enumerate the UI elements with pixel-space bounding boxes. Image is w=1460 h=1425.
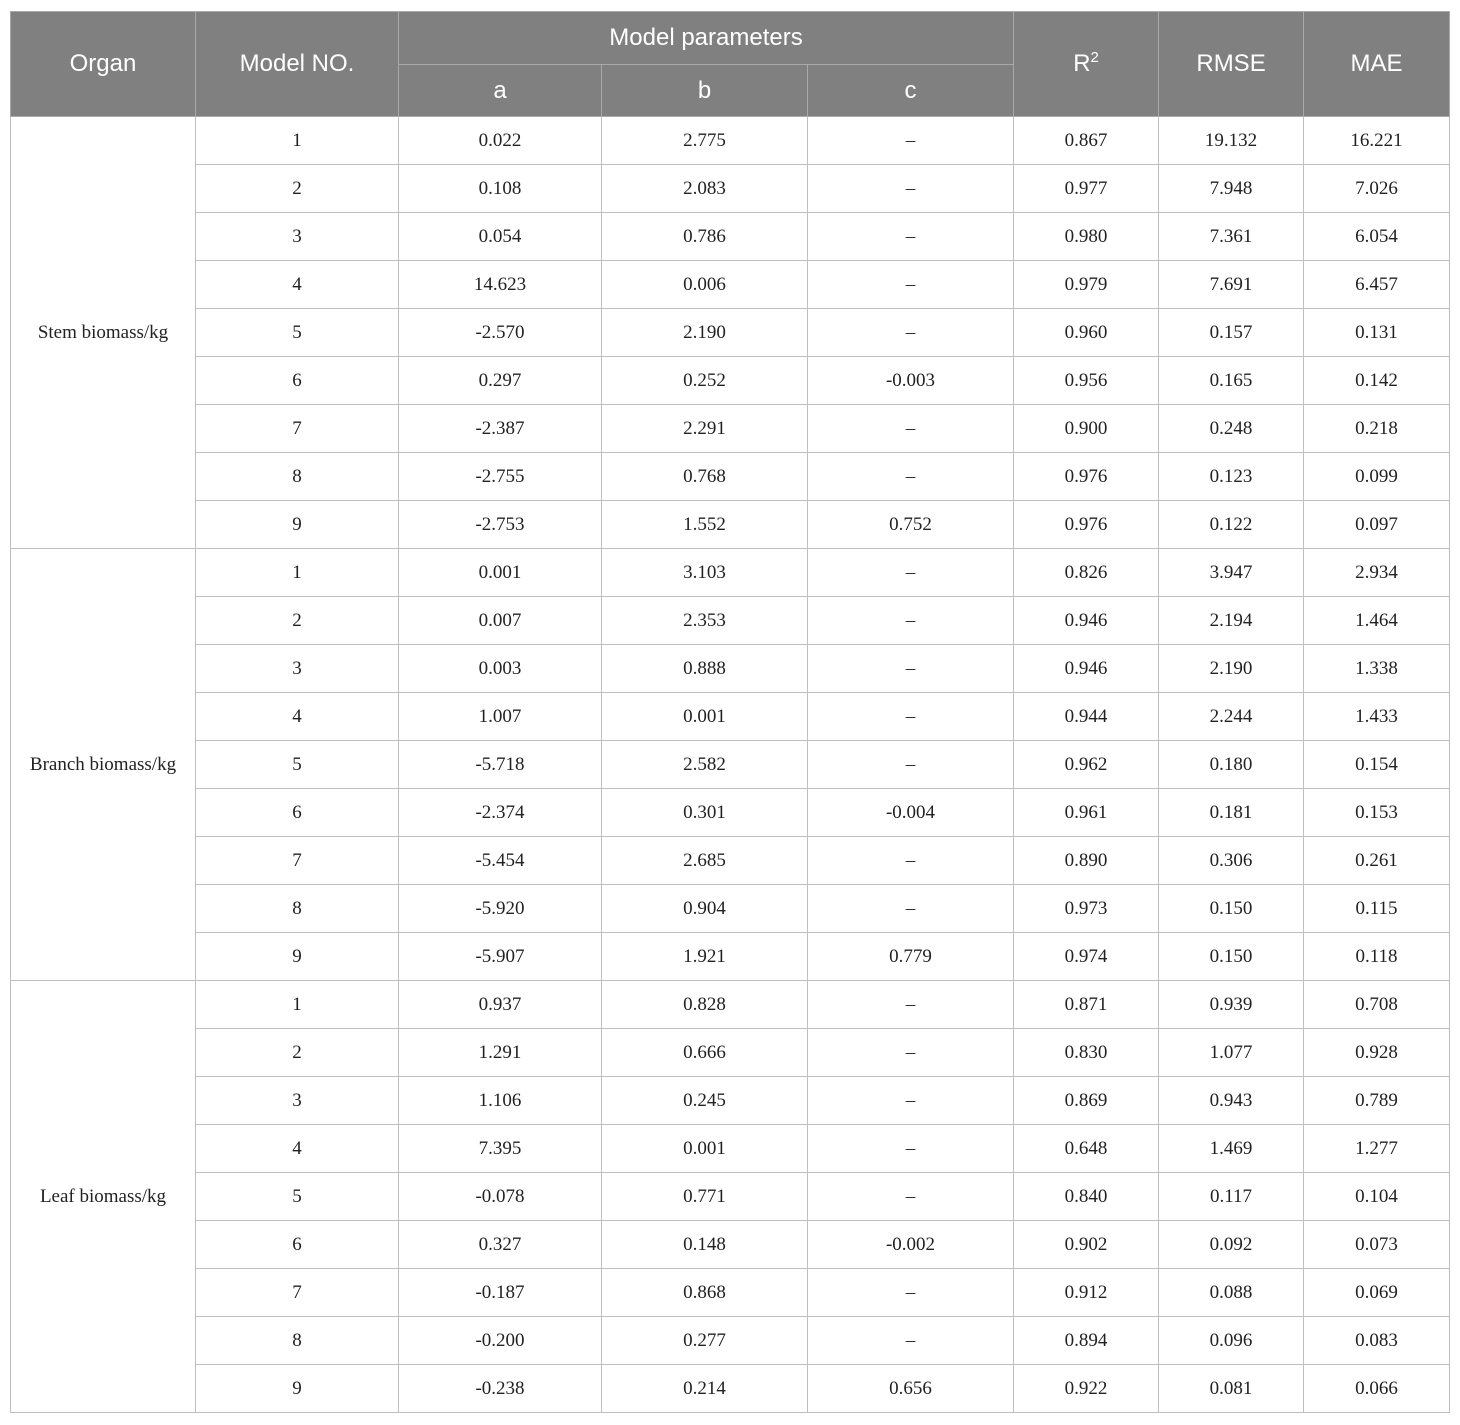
param-c-cell: – bbox=[808, 309, 1014, 357]
r2-cell: 0.944 bbox=[1014, 693, 1159, 741]
table-row bbox=[11, 885, 1450, 933]
param-c-cell: -0.003 bbox=[808, 357, 1014, 405]
table-row bbox=[11, 405, 1450, 453]
model-no-cell: 2 bbox=[196, 165, 399, 213]
organ-cell: Branch biomass/kg bbox=[11, 549, 196, 981]
model-no-cell: 7 bbox=[196, 1269, 399, 1317]
table-row bbox=[11, 789, 1450, 837]
param-c-cell: – bbox=[808, 1317, 1014, 1365]
r2-cell: 0.840 bbox=[1014, 1173, 1159, 1221]
header-r2 bbox=[1014, 12, 1159, 117]
table-row bbox=[11, 645, 1450, 693]
rmse-cell: 0.150 bbox=[1159, 885, 1304, 933]
param-a-cell: 1.291 bbox=[399, 1029, 602, 1077]
table-row bbox=[11, 549, 1450, 597]
param-c-cell: – bbox=[808, 741, 1014, 789]
rmse-cell: 2.194 bbox=[1159, 597, 1304, 645]
param-a-cell: -2.753 bbox=[399, 501, 602, 549]
model-no-cell: 1 bbox=[196, 549, 399, 597]
mae-cell: 1.338 bbox=[1304, 645, 1450, 693]
r2-cell: 0.961 bbox=[1014, 789, 1159, 837]
mae-cell: 6.054 bbox=[1304, 213, 1450, 261]
model-no-cell: 2 bbox=[196, 597, 399, 645]
param-b-cell: 0.768 bbox=[602, 453, 808, 501]
mae-cell: 0.131 bbox=[1304, 309, 1450, 357]
table-body bbox=[11, 117, 1450, 1413]
table-row bbox=[11, 1269, 1450, 1317]
table-row bbox=[11, 741, 1450, 789]
r2-cell: 0.979 bbox=[1014, 261, 1159, 309]
param-a-cell: -2.387 bbox=[399, 405, 602, 453]
param-c-cell: – bbox=[808, 693, 1014, 741]
mae-cell: 1.277 bbox=[1304, 1125, 1450, 1173]
table-row bbox=[11, 1221, 1450, 1269]
model-no-cell: 6 bbox=[196, 357, 399, 405]
rmse-cell: 0.943 bbox=[1159, 1077, 1304, 1125]
param-a-cell: 0.003 bbox=[399, 645, 602, 693]
mae-cell: 0.789 bbox=[1304, 1077, 1450, 1125]
table-row bbox=[11, 1029, 1450, 1077]
model-no-cell: 8 bbox=[196, 885, 399, 933]
table-row bbox=[11, 837, 1450, 885]
model-no-cell: 2 bbox=[196, 1029, 399, 1077]
model-no-cell: 9 bbox=[196, 933, 399, 981]
r2-cell: 0.890 bbox=[1014, 837, 1159, 885]
param-a-cell: -5.907 bbox=[399, 933, 602, 981]
param-c-cell: 0.752 bbox=[808, 501, 1014, 549]
header-param-c: c bbox=[808, 65, 1014, 117]
mae-cell: 0.069 bbox=[1304, 1269, 1450, 1317]
model-no-cell: 3 bbox=[196, 213, 399, 261]
param-b-cell: 0.214 bbox=[602, 1365, 808, 1413]
mae-cell: 0.104 bbox=[1304, 1173, 1450, 1221]
r2-cell: 0.946 bbox=[1014, 597, 1159, 645]
rmse-cell: 0.165 bbox=[1159, 357, 1304, 405]
r2-cell: 0.826 bbox=[1014, 549, 1159, 597]
r2-cell: 0.871 bbox=[1014, 981, 1159, 1029]
model-no-cell: 3 bbox=[196, 1077, 399, 1125]
rmse-cell: 0.088 bbox=[1159, 1269, 1304, 1317]
param-b-cell: 0.786 bbox=[602, 213, 808, 261]
param-b-cell: 1.552 bbox=[602, 501, 808, 549]
param-b-cell: 0.301 bbox=[602, 789, 808, 837]
model-no-cell: 4 bbox=[196, 261, 399, 309]
r2-cell: 0.894 bbox=[1014, 1317, 1159, 1365]
param-a-cell: 0.327 bbox=[399, 1221, 602, 1269]
param-a-cell: -5.920 bbox=[399, 885, 602, 933]
r2-cell: 0.962 bbox=[1014, 741, 1159, 789]
param-b-cell: 2.291 bbox=[602, 405, 808, 453]
model-no-cell: 8 bbox=[196, 1317, 399, 1365]
mae-cell: 0.218 bbox=[1304, 405, 1450, 453]
table-row bbox=[11, 357, 1450, 405]
table-row bbox=[11, 165, 1450, 213]
param-c-cell: – bbox=[808, 1029, 1014, 1077]
r2-cell: 0.922 bbox=[1014, 1365, 1159, 1413]
param-c-cell: – bbox=[808, 165, 1014, 213]
rmse-cell: 0.180 bbox=[1159, 741, 1304, 789]
organ-cell: Stem biomass/kg bbox=[11, 117, 196, 549]
table-row bbox=[11, 1317, 1450, 1365]
model-no-cell: 6 bbox=[196, 789, 399, 837]
mae-cell: 0.153 bbox=[1304, 789, 1450, 837]
rmse-cell: 7.691 bbox=[1159, 261, 1304, 309]
param-a-cell: 0.022 bbox=[399, 117, 602, 165]
model-no-cell: 5 bbox=[196, 741, 399, 789]
param-c-cell: – bbox=[808, 1173, 1014, 1221]
rmse-cell: 2.244 bbox=[1159, 693, 1304, 741]
r2-cell: 0.973 bbox=[1014, 885, 1159, 933]
param-b-cell: 2.775 bbox=[602, 117, 808, 165]
rmse-cell: 0.181 bbox=[1159, 789, 1304, 837]
param-b-cell: 0.006 bbox=[602, 261, 808, 309]
r2-cell: 0.912 bbox=[1014, 1269, 1159, 1317]
header-model-no: Model NO. bbox=[196, 12, 399, 117]
param-c-cell: – bbox=[808, 597, 1014, 645]
param-b-cell: 0.771 bbox=[602, 1173, 808, 1221]
param-c-cell: – bbox=[808, 213, 1014, 261]
r2-cell: 0.900 bbox=[1014, 405, 1159, 453]
r2-cell: 0.980 bbox=[1014, 213, 1159, 261]
param-c-cell: – bbox=[808, 1077, 1014, 1125]
model-no-cell: 1 bbox=[196, 981, 399, 1029]
rmse-cell: 0.092 bbox=[1159, 1221, 1304, 1269]
rmse-cell: 19.132 bbox=[1159, 117, 1304, 165]
table-row bbox=[11, 1173, 1450, 1221]
mae-cell: 0.073 bbox=[1304, 1221, 1450, 1269]
rmse-cell: 0.122 bbox=[1159, 501, 1304, 549]
table-row bbox=[11, 981, 1450, 1029]
table-header bbox=[11, 12, 1450, 117]
header-r2-sup: 2 bbox=[1090, 49, 1099, 66]
param-b-cell: 0.252 bbox=[602, 357, 808, 405]
model-no-cell: 7 bbox=[196, 405, 399, 453]
rmse-cell: 3.947 bbox=[1159, 549, 1304, 597]
param-b-cell: 0.868 bbox=[602, 1269, 808, 1317]
rmse-cell: 0.096 bbox=[1159, 1317, 1304, 1365]
param-b-cell: 0.148 bbox=[602, 1221, 808, 1269]
model-no-cell: 9 bbox=[196, 501, 399, 549]
param-b-cell: 0.828 bbox=[602, 981, 808, 1029]
table-row bbox=[11, 261, 1450, 309]
param-c-cell: – bbox=[808, 117, 1014, 165]
r2-cell: 0.902 bbox=[1014, 1221, 1159, 1269]
header-rmse: RMSE bbox=[1159, 12, 1304, 117]
rmse-cell: 0.117 bbox=[1159, 1173, 1304, 1221]
param-b-cell: 2.353 bbox=[602, 597, 808, 645]
r2-cell: 0.974 bbox=[1014, 933, 1159, 981]
param-b-cell: 0.666 bbox=[602, 1029, 808, 1077]
table-row bbox=[11, 501, 1450, 549]
table-row bbox=[11, 933, 1450, 981]
model-no-cell: 4 bbox=[196, 693, 399, 741]
rmse-cell: 2.190 bbox=[1159, 645, 1304, 693]
param-b-cell: 0.888 bbox=[602, 645, 808, 693]
table-row bbox=[11, 117, 1450, 165]
param-c-cell: – bbox=[808, 645, 1014, 693]
table-row bbox=[11, 1125, 1450, 1173]
r2-cell: 0.960 bbox=[1014, 309, 1159, 357]
rmse-cell: 1.077 bbox=[1159, 1029, 1304, 1077]
model-no-cell: 3 bbox=[196, 645, 399, 693]
table-row bbox=[11, 309, 1450, 357]
model-no-cell: 1 bbox=[196, 117, 399, 165]
mae-cell: 0.115 bbox=[1304, 885, 1450, 933]
param-b-cell: 0.001 bbox=[602, 693, 808, 741]
mae-cell: 7.026 bbox=[1304, 165, 1450, 213]
header-model-parameters: Model parameters bbox=[399, 12, 1014, 65]
model-no-cell: 5 bbox=[196, 1173, 399, 1221]
mae-cell: 0.066 bbox=[1304, 1365, 1450, 1413]
param-b-cell: 2.190 bbox=[602, 309, 808, 357]
param-a-cell: -5.454 bbox=[399, 837, 602, 885]
param-c-cell: – bbox=[808, 1269, 1014, 1317]
rmse-cell: 0.248 bbox=[1159, 405, 1304, 453]
mae-cell: 6.457 bbox=[1304, 261, 1450, 309]
param-c-cell: – bbox=[808, 837, 1014, 885]
param-c-cell: – bbox=[808, 405, 1014, 453]
param-a-cell: 0.001 bbox=[399, 549, 602, 597]
table-row bbox=[11, 213, 1450, 261]
mae-cell: 0.261 bbox=[1304, 837, 1450, 885]
r2-cell: 0.977 bbox=[1014, 165, 1159, 213]
param-a-cell: 0.007 bbox=[399, 597, 602, 645]
param-b-cell: 0.001 bbox=[602, 1125, 808, 1173]
rmse-cell: 0.306 bbox=[1159, 837, 1304, 885]
param-b-cell: 3.103 bbox=[602, 549, 808, 597]
header-param-a: a bbox=[399, 65, 602, 117]
model-no-cell: 4 bbox=[196, 1125, 399, 1173]
param-b-cell: 2.083 bbox=[602, 165, 808, 213]
r2-cell: 0.869 bbox=[1014, 1077, 1159, 1125]
param-a-cell: 0.297 bbox=[399, 357, 602, 405]
param-a-cell: -0.187 bbox=[399, 1269, 602, 1317]
model-parameters-table bbox=[10, 11, 1450, 1413]
rmse-cell: 7.361 bbox=[1159, 213, 1304, 261]
model-table-container bbox=[10, 11, 1450, 1413]
param-b-cell: 0.245 bbox=[602, 1077, 808, 1125]
table-row bbox=[11, 693, 1450, 741]
header-mae: MAE bbox=[1304, 12, 1450, 117]
model-no-cell: 5 bbox=[196, 309, 399, 357]
param-a-cell: -2.374 bbox=[399, 789, 602, 837]
model-no-cell: 7 bbox=[196, 837, 399, 885]
mae-cell: 1.433 bbox=[1304, 693, 1450, 741]
param-a-cell: -2.570 bbox=[399, 309, 602, 357]
table-row bbox=[11, 597, 1450, 645]
r2-cell: 0.830 bbox=[1014, 1029, 1159, 1077]
mae-cell: 0.118 bbox=[1304, 933, 1450, 981]
r2-cell: 0.956 bbox=[1014, 357, 1159, 405]
param-a-cell: -0.078 bbox=[399, 1173, 602, 1221]
mae-cell: 0.154 bbox=[1304, 741, 1450, 789]
param-a-cell: 0.937 bbox=[399, 981, 602, 1029]
mae-cell: 0.099 bbox=[1304, 453, 1450, 501]
param-c-cell: – bbox=[808, 885, 1014, 933]
mae-cell: 0.083 bbox=[1304, 1317, 1450, 1365]
param-b-cell: 2.685 bbox=[602, 837, 808, 885]
param-c-cell: -0.004 bbox=[808, 789, 1014, 837]
param-b-cell: 0.277 bbox=[602, 1317, 808, 1365]
rmse-cell: 0.157 bbox=[1159, 309, 1304, 357]
rmse-cell: 1.469 bbox=[1159, 1125, 1304, 1173]
param-c-cell: 0.656 bbox=[808, 1365, 1014, 1413]
param-b-cell: 0.904 bbox=[602, 885, 808, 933]
organ-cell: Leaf biomass/kg bbox=[11, 981, 196, 1413]
header-organ: Organ bbox=[11, 12, 196, 117]
param-c-cell: -0.002 bbox=[808, 1221, 1014, 1269]
r2-cell: 0.976 bbox=[1014, 501, 1159, 549]
param-a-cell: -5.718 bbox=[399, 741, 602, 789]
param-c-cell: – bbox=[808, 1125, 1014, 1173]
param-a-cell: -0.238 bbox=[399, 1365, 602, 1413]
param-a-cell: 7.395 bbox=[399, 1125, 602, 1173]
param-a-cell: 0.054 bbox=[399, 213, 602, 261]
param-a-cell: -0.200 bbox=[399, 1317, 602, 1365]
mae-cell: 2.934 bbox=[1304, 549, 1450, 597]
mae-cell: 0.142 bbox=[1304, 357, 1450, 405]
param-c-cell: – bbox=[808, 549, 1014, 597]
mae-cell: 0.097 bbox=[1304, 501, 1450, 549]
param-a-cell: 1.106 bbox=[399, 1077, 602, 1125]
mae-cell: 0.928 bbox=[1304, 1029, 1450, 1077]
mae-cell: 16.221 bbox=[1304, 117, 1450, 165]
model-no-cell: 8 bbox=[196, 453, 399, 501]
r2-cell: 0.867 bbox=[1014, 117, 1159, 165]
param-c-cell: – bbox=[808, 453, 1014, 501]
rmse-cell: 0.081 bbox=[1159, 1365, 1304, 1413]
mae-cell: 1.464 bbox=[1304, 597, 1450, 645]
header-r2-base: R bbox=[1073, 50, 1091, 77]
rmse-cell: 7.948 bbox=[1159, 165, 1304, 213]
param-a-cell: 1.007 bbox=[399, 693, 602, 741]
model-no-cell: 9 bbox=[196, 1365, 399, 1413]
rmse-cell: 0.123 bbox=[1159, 453, 1304, 501]
mae-cell: 0.708 bbox=[1304, 981, 1450, 1029]
param-b-cell: 2.582 bbox=[602, 741, 808, 789]
table-row bbox=[11, 453, 1450, 501]
table-row bbox=[11, 1365, 1450, 1413]
table-row bbox=[11, 1077, 1450, 1125]
model-no-cell: 6 bbox=[196, 1221, 399, 1269]
header-param-b: b bbox=[602, 65, 808, 117]
r2-cell: 0.648 bbox=[1014, 1125, 1159, 1173]
param-c-cell: – bbox=[808, 261, 1014, 309]
param-b-cell: 1.921 bbox=[602, 933, 808, 981]
param-c-cell: 0.779 bbox=[808, 933, 1014, 981]
param-a-cell: 0.108 bbox=[399, 165, 602, 213]
rmse-cell: 0.939 bbox=[1159, 981, 1304, 1029]
param-c-cell: – bbox=[808, 981, 1014, 1029]
r2-cell: 0.976 bbox=[1014, 453, 1159, 501]
param-a-cell: 14.623 bbox=[399, 261, 602, 309]
r2-cell: 0.946 bbox=[1014, 645, 1159, 693]
param-a-cell: -2.755 bbox=[399, 453, 602, 501]
rmse-cell: 0.150 bbox=[1159, 933, 1304, 981]
